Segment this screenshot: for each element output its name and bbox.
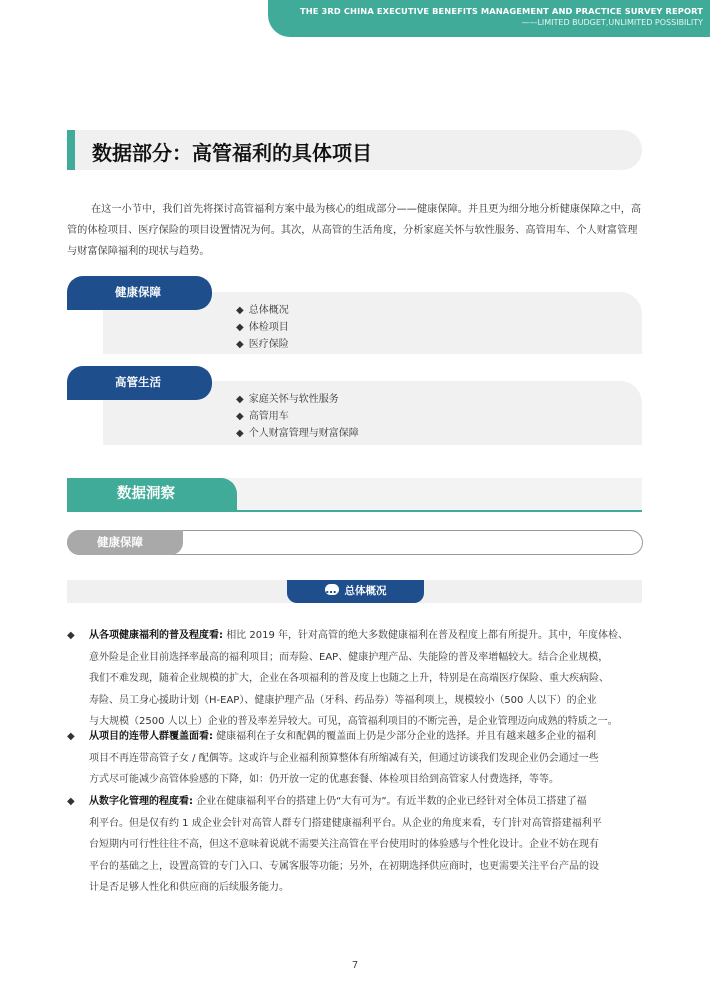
diamond-icon: ◆ bbox=[236, 339, 244, 350]
category-item: ◆ 总体概况 bbox=[236, 305, 289, 316]
category-tab-health: 健康保障 bbox=[67, 276, 212, 310]
category-item: ◆ 高管用车 bbox=[236, 411, 289, 422]
report-subtitle: ——LIMITED BUDGET,UNLIMITED POSSIBILITY bbox=[521, 18, 703, 27]
subheading-text: 总体概况 bbox=[344, 585, 387, 597]
diamond-icon: ◆ bbox=[236, 394, 244, 405]
diamond-icon: ◆ bbox=[67, 796, 75, 807]
page-number: 7 bbox=[351, 960, 359, 971]
category-tab-life: 高管生活 bbox=[67, 366, 212, 400]
intro-text: 在这一小节中，我们首先将探讨高管福利方案中最为核心的组成部分——健康保障。并且更为细分地分析健康保障之中，高管的体检项目、医疗保险的项目设置情况为何。其次，从高管的生活角度，分析家庭关怀与软性服务、高管用车、个人财富管理与财富保障福利的现状与趋势。 bbox=[67, 204, 642, 257]
diamond-icon: ◆ bbox=[236, 411, 244, 422]
bullet-heading: 从项目的连带人群覆盖面看: bbox=[89, 731, 213, 742]
category-item: ◆ 医疗保险 bbox=[236, 339, 289, 350]
chat-bubble-icon bbox=[325, 584, 339, 595]
report-title: THE 3RD CHINA EXECUTIVE BENEFITS MANAGEMENT AND PRACTICE SURVEY REPORT bbox=[299, 6, 703, 16]
category-item: ◆ 个人财富管理与财富保障 bbox=[236, 428, 359, 439]
insight-underline bbox=[67, 510, 642, 512]
bullet-paragraph: ◆ 从项目的连带人群覆盖面看: 健康福利在子女和配偶的覆盖面上仍是少部分企业的选择。并且有越来越多企业的福利 项目不再连带高管子女 / 配偶等。这或许与企业福利预算整体有所缩减有关，但通过访谈我们发现企业仍会通过一些 方式尽可能减少高管体验感的下降，如：仍开放一定的优惠套餐、体检项目给到高管家人付费选择，等等。 bbox=[67, 726, 645, 791]
diamond-icon: ◆ bbox=[236, 428, 244, 439]
bullet-heading: 从数字化管理的程度看: bbox=[89, 796, 193, 807]
diamond-icon: ◆ bbox=[67, 630, 75, 641]
section-title: 数据部分：高管福利的具体项目 bbox=[92, 141, 372, 165]
diamond-icon: ◆ bbox=[236, 305, 244, 316]
subheading-tab bbox=[287, 580, 424, 603]
diamond-icon: ◆ bbox=[236, 322, 244, 333]
topic-pill-label: 健康保障 bbox=[67, 530, 183, 555]
insight-tab: 数据洞察 bbox=[67, 478, 237, 511]
bullet-paragraph: ◆ 从数字化管理的程度看: 企业在健康福利平台的搭建上仍“大有可为”。有近半数的企业已经针对全体员工搭建了福 利平台。但是仅有约 1 成企业会针对高管人群专门搭建健康福利平台。从企业的角度来看，专门针对高管搭建福利平 台短期内可行性往往不高，但这不意味着说就不需要关注高管在平台使用时的体验感与个性化设计。企业不妨在现有 平台的基础之上，设置高管的专门入口、专属客服等功能；另外，在初期选择供应商时，也更需要关注平台产品的设 计是否足够人性化和供应商的后续服务能力。 bbox=[67, 791, 645, 899]
bullet-heading: 从各项健康福利的普及程度看: bbox=[89, 630, 223, 641]
bullet-paragraph: ◆ 从各项健康福利的普及程度看: 相比 2019 年，针对高管的绝大多数健康福利在普及程度上都有所提升。其中，年度体检、 意外险是企业目前选择率最高的福利项目；而寿险、EAP、健康护理产品、失能险的普及率增幅较大。结合企业规模， 我们不难发现，随着企业规模的扩大，企业在各项福利的普及度上也随之上升，特别是在高端医疗保险、重大疾病险、 寿险、员工身心援助计划（H-EAP）、健康护理产品（牙科、药品券）等福利项上，规模较小（500 人以下）的企业 与大规模（2500 人以上）企业的普及率差异较大。可见，高管福利项目的不断完善，是企业管理迈向成熟的特质之一。 bbox=[67, 625, 645, 733]
category-item: ◆ 体检项目 bbox=[236, 322, 289, 333]
diamond-icon: ◆ bbox=[67, 731, 75, 742]
category-item: ◆ 家庭关怀与软性服务 bbox=[236, 394, 339, 405]
section-title-accent bbox=[67, 130, 75, 170]
intro-paragraph bbox=[67, 199, 645, 262]
